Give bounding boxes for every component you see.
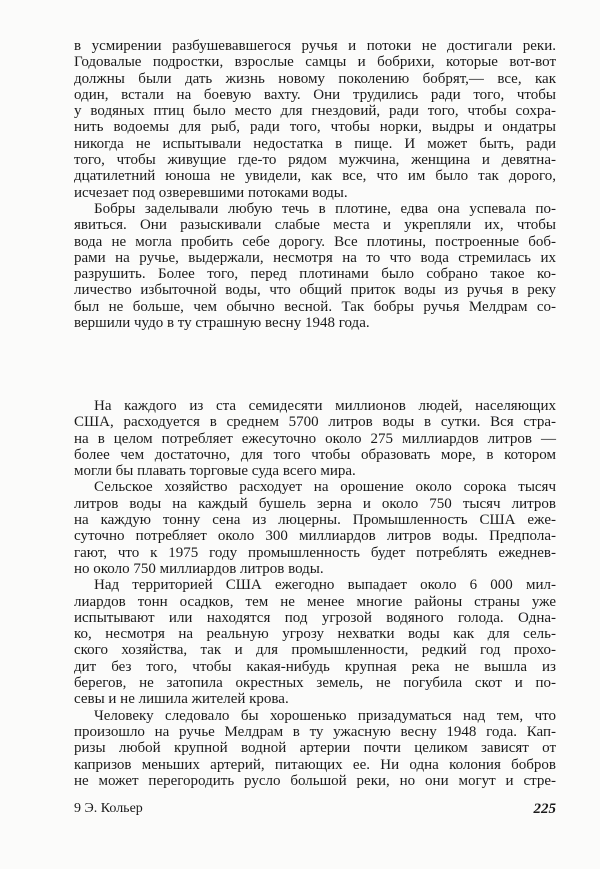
text-line: На каждого из ста семидесяти миллионов людей, населяющих bbox=[94, 398, 556, 414]
paragraph bbox=[74, 479, 556, 577]
text-line: дит без того, чтобы какая-нибудь крупная река не вышла из bbox=[74, 658, 556, 675]
text-line: ко, несмотря на реальную угрозу нехватки воды как для сель- bbox=[74, 626, 556, 643]
printer-signature: 9 Э. Кольер bbox=[74, 801, 143, 816]
paragraph bbox=[74, 708, 556, 789]
text-line: вода не могла пробить себе дорогу. Все плотины, построенные боб- bbox=[74, 233, 556, 250]
text-line: Годовалые подростки, взрослые самцы и бобрихи, которые вот-вот bbox=[74, 54, 556, 71]
paragraph bbox=[74, 398, 556, 479]
paragraph bbox=[74, 577, 556, 707]
text-line: не может перегородить русло большой реки, но они могут и стре- bbox=[74, 772, 556, 789]
paragraph bbox=[74, 201, 556, 331]
text-line: но около 750 миллиардов литров воды. bbox=[74, 560, 324, 577]
page-footer bbox=[74, 800, 556, 818]
text-line: у водяных птиц было место для гнездовий, ради того, чтобы сохра- bbox=[74, 103, 556, 120]
text-line: Сельское хозяйство расходует на орошение около сорока тысяч bbox=[94, 479, 556, 496]
text-section-2 bbox=[74, 398, 556, 789]
text-line: в усмирении разбушевавшегося ручья и потоки не достигали реки. bbox=[74, 38, 556, 54]
text-line: могли бы плавать торговые суда всего мира. bbox=[74, 463, 356, 480]
text-line: разрушить. Более того, перед плотинами было собрано такое ко- bbox=[74, 266, 556, 283]
text-line: Бобры заделывали любую течь в плотине, едва она успевала по- bbox=[94, 200, 556, 217]
text-line: более чем достаточно, для того чтобы образовать море, в котором bbox=[74, 446, 556, 463]
paragraph bbox=[74, 38, 556, 201]
text-line: капризов меньших артерий, питающих ее. Ни одна колония бобров bbox=[74, 756, 556, 773]
text-line: того, чтобы живущие где-то рядом мужчина, женщина и девятна- bbox=[74, 152, 556, 169]
text-line: Человеку следовало бы хорошенько призадуматься над тем, что bbox=[94, 707, 556, 724]
text-line: Над территорией США ежегодно выпадает около 6 000 мил- bbox=[94, 577, 556, 594]
text-line: был не больше, чем обычно весной. Так бобры ручья Мелдрам со- bbox=[74, 298, 556, 315]
text-line: нить водоемы для рыб, ради того, чтобы норки, выдры и ондатры bbox=[74, 119, 556, 136]
text-section-1 bbox=[74, 38, 556, 331]
text-line: литров воды на каждый бушель зерна и около 750 тысяч литров bbox=[74, 495, 556, 512]
text-line: рами на ручье, выдержали, несмотря на то что вода стремилась их bbox=[74, 249, 556, 266]
text-line: США, расходуется в среднем 5700 литров воды в сутки. Вся стра- bbox=[74, 414, 556, 431]
text-line: суточно потребляет около 300 миллиардов литров воды. Предпола- bbox=[74, 528, 556, 545]
text-line: гают, что к 1975 году промышленность будет потреблять ежеднев- bbox=[74, 544, 556, 561]
page-number: 225 bbox=[533, 801, 556, 817]
text-line: ского хозяйства, так и для промышленности, редкий год прохо- bbox=[74, 642, 556, 659]
text-line: на каждую тонну сена из люцерны. Промышленность США ежe- bbox=[74, 512, 556, 529]
text-line: должны были дать жизнь новому поколению бобрят,— все, как bbox=[74, 70, 556, 87]
text-line: один, встали на боевую вахту. Они трудились ради того, чтобы bbox=[74, 86, 556, 103]
text-line: исчезает под озверевшими потоками воды. bbox=[74, 184, 348, 201]
text-line: вершили чудо в ту страшную весну 1948 года. bbox=[74, 315, 370, 332]
text-line: севы и не лишила жителей крова. bbox=[74, 691, 289, 708]
text-line: дцатилетний юноша не увидели, как все, что им было так дорого, bbox=[74, 168, 556, 185]
text-line: явиться. Они разыскивали слабые места и укрепляли их, чтобы bbox=[74, 217, 556, 234]
text-line: лиардов тонн осадков, тем не менее многие районы страны уже bbox=[74, 593, 556, 610]
text-line: ризы любой крупной водной артерии почти целиком зависят от bbox=[74, 740, 556, 757]
text-line: берегов, не затопила окрестных земель, не погубила скот и по- bbox=[74, 675, 556, 692]
text-line: испытывают или находятся под угрозой водяного голода. Одна- bbox=[74, 609, 556, 626]
text-line: никогда не испытывали недостатка в пище. И может быть, ради bbox=[74, 135, 556, 152]
text-line: произошло на ручье Мелдрам в ту ужасную весну 1948 года. Кап- bbox=[74, 723, 556, 740]
text-line: на в целом потребляет ежесуточно около 275 миллиардов литров — bbox=[74, 430, 556, 447]
text-line: личество избыточной воды, что общий приток воды из ручья в реку bbox=[74, 282, 556, 299]
